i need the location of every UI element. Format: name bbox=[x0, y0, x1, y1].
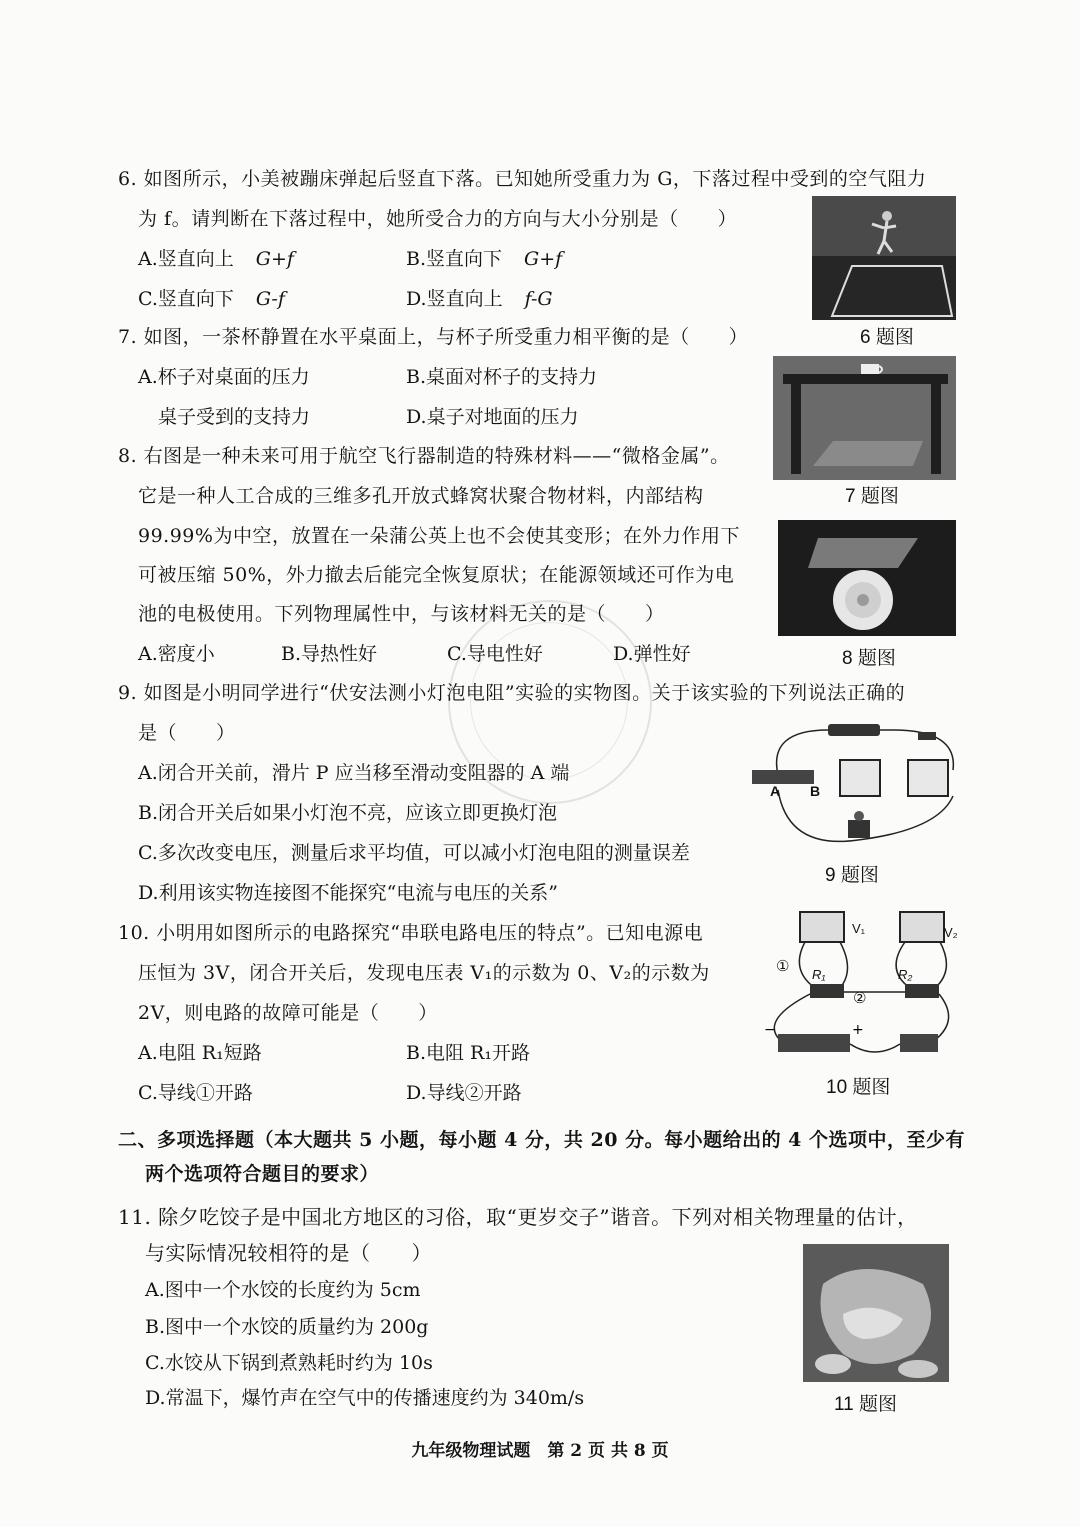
q9-option-b: B.闭合开关后如果小灯泡不亮，应该立即更换灯泡 bbox=[138, 802, 558, 824]
q7-caption: 7 题图 bbox=[845, 486, 899, 507]
q11-option-c: C.水饺从下锅到煮熟耗时约为 10s bbox=[145, 1352, 433, 1374]
q11-caption: 11 题图 bbox=[834, 1394, 898, 1415]
q9-option-c: C.多次改变电压，测量后求平均值，可以减小灯泡电阻的测量误差 bbox=[138, 842, 690, 864]
q10-v2-label: V₂ bbox=[944, 925, 958, 940]
q7-option-b: B.桌面对杯子的支持力 bbox=[406, 366, 598, 388]
q6-option-b: B.竖直向下 G+f bbox=[406, 248, 563, 270]
q10-line3: 2V，则电路的故障可能是（ ） bbox=[138, 1002, 438, 1024]
q8-option-d: D.弹性好 bbox=[613, 643, 691, 665]
q6-option-c: C.竖直向下 G-f bbox=[138, 288, 285, 310]
q8-option-a: A.密度小 bbox=[138, 643, 215, 665]
q8-caption: 8 题图 bbox=[842, 648, 896, 669]
q10-option-c: C.导线①开路 bbox=[138, 1082, 253, 1104]
q7-option-d: D.桌子对地面的压力 bbox=[406, 406, 579, 428]
q11-option-a: A.图中一个水饺的长度约为 5cm bbox=[145, 1279, 421, 1301]
q10-wire2-label: ② bbox=[853, 990, 867, 1007]
q9-option-d: D.利用该实物连接图不能探究“电流与电压的关系” bbox=[138, 882, 559, 904]
q10-option-d: D.导线②开路 bbox=[406, 1082, 522, 1104]
q6-line1: 6. 如图所示，小美被蹦床弹起后竖直下落。已知她所受重力为 G，下落过程中受到的空气阻力 bbox=[118, 168, 927, 190]
q7-option-c: 桌子受到的支持力 bbox=[158, 406, 311, 428]
q7-table-photo bbox=[773, 356, 956, 480]
q6-trampoline-photo bbox=[812, 196, 956, 320]
svg-text:+: + bbox=[852, 1022, 864, 1038]
q8-option-b: B.导热性好 bbox=[281, 643, 378, 665]
section2-heading-line2: 两个选项符合题目的要求） bbox=[145, 1163, 380, 1185]
q8-line5: 池的电极使用。下列物理属性中，与该材料无关的是（ ） bbox=[138, 603, 665, 625]
q11-dumpling-photo bbox=[803, 1244, 949, 1382]
q8-option-c: C.导电性好 bbox=[447, 643, 543, 665]
q9-circuit-figure bbox=[748, 720, 970, 860]
q9-option-a: A.闭合开关前，滑片 P 应当移至滑动变阻器的 A 端 bbox=[138, 762, 570, 784]
svg-text:−: − bbox=[764, 1022, 776, 1038]
q10-option-b: B.电阻 R₁开路 bbox=[406, 1042, 530, 1064]
q11-option-b: B.图中一个水饺的质量约为 200g bbox=[145, 1316, 429, 1338]
q8-line2: 它是一种人工合成的三维多孔开放式蜂窝状聚合物材料，内部结构 bbox=[138, 485, 704, 507]
q9-line1: 9. 如图是小明同学进行“伏安法测小灯泡电阻”实验的实物图。关于该实验的下列说法正确的 bbox=[118, 682, 906, 704]
q7-line1: 7. 如图，一茶杯静置在水平桌面上，与杯子所受重力相平衡的是（ ） bbox=[118, 326, 749, 348]
q9-caption: 9 题图 bbox=[825, 865, 879, 886]
q8-microlattice-photo bbox=[778, 520, 956, 636]
q10-r2-label: R₂ bbox=[898, 967, 913, 982]
q10-line2: 压恒为 3V，闭合开关后，发现电压表 V₁的示数为 0、V₂的示数为 bbox=[138, 962, 710, 984]
q9-label-a: A bbox=[770, 783, 781, 799]
q9-label-b: B bbox=[810, 783, 821, 799]
q8-line1: 8. 右图是一种未来可用于航空飞行器制造的特殊材料——“微格金属”。 bbox=[118, 445, 730, 467]
q10-option-a: A.电阻 R₁短路 bbox=[138, 1042, 262, 1064]
q10-r1-label: R₁ bbox=[812, 967, 826, 982]
section2-heading-line1: 二、多项选择题（本大题共 5 小题，每小题 4 分，共 20 分。每小题给出的 4 个选项中，至少有 bbox=[118, 1129, 966, 1151]
q10-circuit-figure bbox=[760, 910, 960, 1062]
q10-wire1-label: ① bbox=[776, 958, 790, 975]
q9-line2: 是（ ） bbox=[138, 722, 236, 744]
q10-caption: 10 题图 bbox=[826, 1077, 891, 1098]
q6-option-a: A.竖直向上 G+f bbox=[138, 248, 294, 270]
q8-line3: 99.99%为中空，放置在一朵蒲公英上也不会使其变形；在外力作用下 bbox=[138, 525, 740, 547]
q11-line2: 与实际情况较相符的是（ ） bbox=[145, 1241, 432, 1265]
q6-caption: 6 题图 bbox=[860, 327, 914, 348]
q7-option-a: A.杯子对桌面的压力 bbox=[138, 366, 310, 388]
q10-line1: 10. 小明用如图所示的电路探究“串联电路电压的特点”。已知电源电 bbox=[118, 922, 704, 944]
q6-line2: 为 f。请判断在下落过程中，她所受合力的方向与大小分别是（ ） bbox=[138, 208, 738, 230]
q11-option-d: D.常温下，爆竹声在空气中的传播速度约为 340m/s bbox=[145, 1387, 585, 1409]
q8-line4: 可被压缩 50%，外力撤去后能完全恢复原状；在能源领域还可作为电 bbox=[138, 564, 735, 586]
q6-option-d: D.竖直向上 f-G bbox=[406, 288, 553, 310]
q10-v1-label: V₁ bbox=[852, 921, 866, 936]
q11-line1: 11. 除夕吃饺子是中国北方地区的习俗，取“更岁交子”谐音。下列对相关物理量的估计， bbox=[118, 1205, 918, 1229]
page-footer: 九年级物理试题 第 2 页 共 8 页 bbox=[411, 1441, 669, 1461]
